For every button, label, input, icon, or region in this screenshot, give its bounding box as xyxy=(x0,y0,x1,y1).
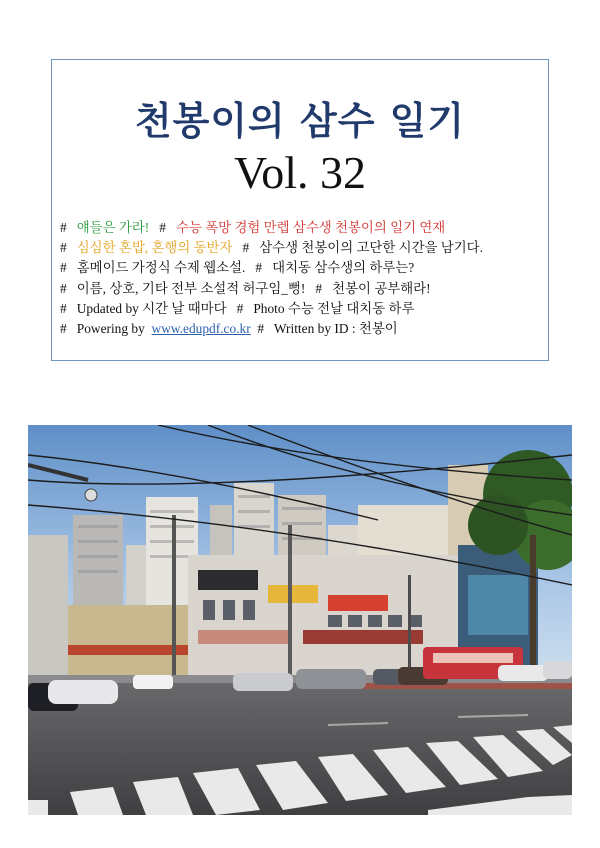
hash-mark: # xyxy=(60,321,67,337)
tag-text: Written by ID : 천봉이 xyxy=(273,321,398,337)
hash-mark: # xyxy=(315,280,323,296)
tag-text: 삼수생 천봉이의 고단한 시간을 남기다. xyxy=(259,240,483,256)
hash-mark: # xyxy=(242,240,250,256)
tag-line-2 xyxy=(60,238,550,258)
hash-mark: # xyxy=(236,300,244,316)
tag-text: 이름, 상호, 기타 전부 소설적 허구임_뻥! xyxy=(76,280,306,296)
tag-text: Powering by xyxy=(76,321,145,337)
tag-line-5 xyxy=(60,299,550,319)
tag-text: 천봉이 공부해라! xyxy=(332,280,431,296)
hash-mark: # xyxy=(60,300,67,316)
tag-line-1 xyxy=(60,218,550,238)
tag-text: Photo 수능 전날 대치동 하루 xyxy=(253,300,415,316)
volume-number: Vol. 32 xyxy=(233,147,367,198)
street-photo xyxy=(28,425,572,815)
tag-text: Updated by 시간 날 때마다 xyxy=(76,300,227,316)
tag-line-6 xyxy=(60,319,550,339)
hash-mark: # xyxy=(60,240,67,256)
website-link[interactable]: www.edupdf.co.kr xyxy=(151,321,251,337)
tag-text: 홈메이드 가정식 수제 웹소설. xyxy=(76,260,246,276)
tag-line-3 xyxy=(60,258,550,278)
tag-text: 대치동 삼수생의 하루는? xyxy=(272,260,415,276)
hash-mark: # xyxy=(60,280,67,296)
hash-mark: # xyxy=(159,220,166,235)
page-title: 천봉이의 삼수 일기 xyxy=(134,98,466,143)
tag-text: 심심한 혼밥, 혼행의 동반자 xyxy=(76,240,233,256)
tag-text: 수능 폭망 경험 만렙 삼수생 천봉이의 일기 연재 xyxy=(176,220,446,235)
hash-mark: # xyxy=(255,260,263,276)
tag-line-4 xyxy=(60,279,550,299)
hash-mark: # xyxy=(60,220,67,235)
tag-lines xyxy=(60,218,550,339)
hash-mark: # xyxy=(60,260,67,276)
hash-mark: # xyxy=(257,321,265,337)
tag-text: 얘들은 가라! xyxy=(76,220,150,235)
intro-box xyxy=(51,59,549,361)
